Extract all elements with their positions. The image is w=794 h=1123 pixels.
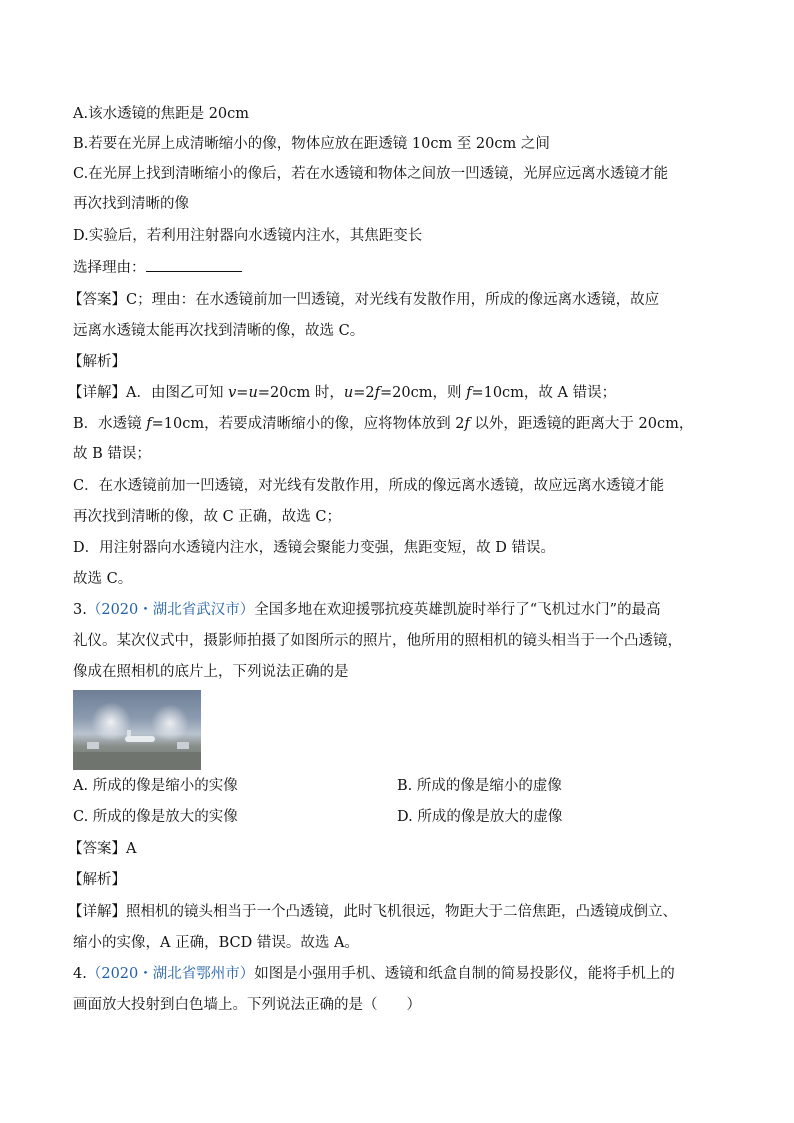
q2-detail-b-line2: 故 B 错误； <box>73 446 151 462</box>
answer-tag: 【答案】 <box>68 292 126 308</box>
q2-option-b: B.若要在光屏上成清晰缩小的像，物体应放在距透镜 10cm 至 20cm 之间 <box>73 136 550 152</box>
question-number: 4. <box>73 966 87 982</box>
q2-option-a: A.该水透镜的焦距是 20cm <box>73 106 250 122</box>
airplane <box>125 736 155 742</box>
detail-text: 以外，距透镜的距离大于 20cm， <box>469 416 694 432</box>
question-text: 全国多地在欢迎援鄂抗疫英雄凯旋时举行了“飞机过水门”的最高 <box>254 602 661 618</box>
detail-text: =2 <box>353 385 375 401</box>
q3-option-c: C. 所成的像是放大的实像 <box>73 809 238 825</box>
q3-option-d: D. 所成的像是放大的虚像 <box>397 809 563 825</box>
detail-tag: 【详解】 <box>68 385 126 401</box>
q4-stem-line2: 画面放大投射到白色墙上。下列说法正确的是（ ） <box>73 997 421 1013</box>
q3-stem-line1 <box>73 600 661 620</box>
detail-text: =10cm，故 A 错误； <box>471 385 617 401</box>
detail-text: =10cm，若要成清晰缩小的像，应将物体放到 2 <box>151 416 465 432</box>
q2-option-c-line1: C.在光屏上找到清晰缩小的像后，若在水透镜和物体之间放一凹透镜，光屏应远离水透镜才能 <box>73 166 669 182</box>
question-source: （2020・湖北省鄂州市） <box>86 966 255 982</box>
water-spray <box>151 704 189 742</box>
var-f: f <box>464 416 470 432</box>
detail-tag: 【详解】 <box>68 904 126 920</box>
fire-truck <box>177 742 189 749</box>
q2-detail-c-line1: C．在水透镜前加一凹透镜，对光线有发散作用，所成的像远离水透镜，故应远离水透镜才能 <box>73 478 665 494</box>
var-f: f <box>466 385 472 401</box>
reason-blank <box>146 257 242 272</box>
q2-analysis-tag: 【解析】 <box>68 354 126 370</box>
question-text: 如图是小强用手机、透镜和纸盒自制的简易投影仪，能将手机上的 <box>254 966 675 982</box>
q3-detail-line2: 缩小的实像，A 正确，BCD 错误。故选 A。 <box>73 935 359 951</box>
detail-text: A．由图乙可知 <box>126 385 229 401</box>
detail-text: = <box>236 385 249 401</box>
q3-stem-line3: 像成在照相机的底片上，下列说法正确的是 <box>73 664 349 680</box>
detail-text: =20cm，则 <box>379 385 467 401</box>
answer-text: C；理由：在水透镜前加一凹透镜，对光线有发散作用，所成的像远离水透镜，故应 <box>126 292 660 308</box>
airplane-water-salute-photo <box>73 690 201 770</box>
detail-text: B．水透镜 <box>73 416 147 432</box>
q2-option-d: D.实验后，若利用注射器向水透镜内注水，其焦距变长 <box>73 228 423 244</box>
q3-option-a: A. 所成的像是缩小的实像 <box>73 778 238 794</box>
detail-text: =20cm 时， <box>257 385 344 401</box>
q3-analysis-tag: 【解析】 <box>68 872 126 888</box>
q2-detail-c-line2: 再次找到清晰的像，故 C 正确，故选 C； <box>73 509 342 525</box>
reason-label: 选择理由： <box>73 260 146 276</box>
detail-text: 照相机的镜头相当于一个凸透镜，此时飞机很远，物距大于二倍焦距，凸透镜成倒立、 <box>126 904 677 920</box>
var-f: f <box>146 416 152 432</box>
answer-tag: 【答案】 <box>68 841 126 857</box>
q3-stem-line2: 礼仪。某次仪式中，摄影师拍摄了如图所示的照片，他所用的照相机的镜头相当于一个凸透镜， <box>73 633 682 649</box>
answer-text: A <box>126 841 137 857</box>
question-source: （2020・湖北省武汉市） <box>86 602 255 618</box>
q2-detail-a <box>68 383 616 403</box>
q2-answer-line2: 远离水透镜太能再次找到清晰的像，故选 C。 <box>73 323 365 339</box>
var-f: f <box>374 385 380 401</box>
fire-truck <box>87 742 99 749</box>
q2-detail-b-line1 <box>73 414 693 434</box>
var-u: u <box>343 385 354 401</box>
q2-answer-line1 <box>68 290 659 310</box>
q2-reason-line <box>73 257 242 278</box>
q2-detail-d: D．用注射器向水透镜内注水，透镜会聚能力变强，焦距变短，故 D 错误。 <box>73 540 555 556</box>
question-number: 3. <box>73 602 87 618</box>
q2-option-c-line2: 再次找到清晰的像 <box>73 196 189 212</box>
runway <box>73 752 201 770</box>
q3-option-b: B. 所成的像是缩小的虚像 <box>397 778 562 794</box>
q3-detail-line1 <box>68 902 677 922</box>
q2-conclusion: 故选 C。 <box>73 571 133 587</box>
q4-stem-line1 <box>73 964 675 984</box>
q3-answer <box>68 839 136 859</box>
var-u: u <box>248 385 258 401</box>
var-v: v <box>228 385 237 401</box>
